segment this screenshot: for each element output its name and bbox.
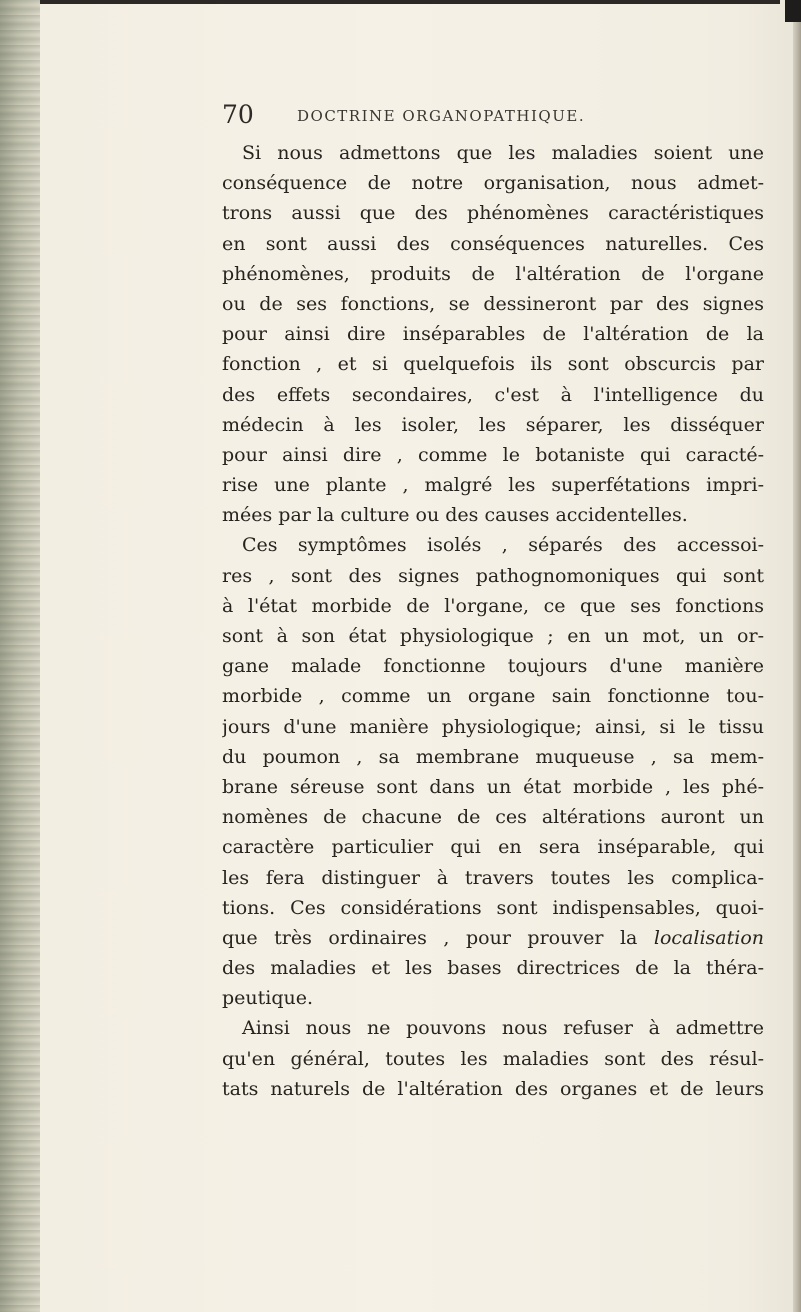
line-text: des maladies et les bases directrices de la théra- <box>222 957 764 980</box>
line-text: que très ordinaires , pour prouver la <box>222 926 654 949</box>
text-line <box>222 863 764 893</box>
text-line <box>222 742 764 772</box>
line-text: peutique. <box>222 987 314 1010</box>
line-text: qu'en général, toutes les maladies sont des résul- <box>222 1047 764 1070</box>
text-line <box>222 953 764 983</box>
text-line <box>222 440 764 470</box>
text-line <box>222 229 764 259</box>
line-text: pour ainsi dire , comme le botaniste qui caracté- <box>222 443 764 466</box>
line-text: du poumon , sa membrane muqueuse , sa mem- <box>222 745 764 768</box>
line-text: gane malade fonctionne toujours d'une manière <box>222 655 764 678</box>
running-title: DOCTRINE ORGANOPATHIQUE. <box>297 107 586 125</box>
line-text: pour ainsi dire inséparables de l'altération de la <box>222 323 764 346</box>
line-text: Si nous admettons que les maladies soient une <box>242 142 764 164</box>
page-edge <box>793 0 801 1312</box>
page-number: 70 <box>222 100 254 129</box>
text-line <box>222 380 764 410</box>
body-text <box>222 138 764 1104</box>
line-text: trons aussi que des phénomènes caractéristiques <box>222 202 764 225</box>
line-text: rise une plante , malgré les superfétations impri- <box>222 474 764 497</box>
line-text: à l'état morbide de l'organe, ce que ses fonctions <box>222 594 764 617</box>
text-line <box>222 168 764 198</box>
text-line <box>222 651 764 681</box>
page-header <box>222 100 722 134</box>
line-text: res , sont des signes pathognomoniques qui sont <box>222 564 764 587</box>
top-rule <box>40 0 780 4</box>
line-text: tats naturels de l'altération des organes et de leurs <box>222 1077 764 1100</box>
text-line <box>222 530 764 560</box>
text-line <box>222 802 764 832</box>
text-line <box>222 832 764 862</box>
text-line <box>222 712 764 742</box>
text-line <box>222 1013 764 1043</box>
text-line <box>222 772 764 802</box>
text-line <box>222 500 764 530</box>
line-text: brane séreuse sont dans un état morbide , les phé- <box>222 775 764 798</box>
text-line <box>222 1044 764 1074</box>
line-text: mées par la culture ou des causes accidentelles. <box>222 504 688 527</box>
text-line <box>222 561 764 591</box>
text-line <box>222 621 764 651</box>
line-text: morbide , comme un organe sain fonctionne tou- <box>222 685 764 708</box>
text-line <box>222 893 764 923</box>
binding-shadow <box>0 0 40 1312</box>
line-text: nomènes de chacune de ces altérations auront un <box>222 806 764 829</box>
text-line <box>222 923 764 953</box>
line-text: caractère particulier qui en sera inséparable, qui <box>222 836 764 859</box>
text-line <box>222 983 764 1013</box>
text-line <box>222 1074 764 1104</box>
text-line <box>222 591 764 621</box>
line-text: phénomènes, produits de l'altération de l'organe <box>222 262 764 285</box>
line-text: les fera distinguer à travers toutes les complica- <box>222 866 764 889</box>
text-line <box>222 410 764 440</box>
text-line <box>222 289 764 319</box>
text-line <box>222 259 764 289</box>
line-text: Ainsi nous ne pouvons nous refuser à admettre <box>242 1017 764 1040</box>
text-line <box>222 470 764 500</box>
line-text: Ces symptômes isolés , séparés des accessoi- <box>242 534 764 557</box>
corner-mark <box>785 0 801 22</box>
italic-term: localisation <box>653 926 764 949</box>
line-text: tions. Ces considérations sont indispensables, quoi- <box>222 896 764 919</box>
text-line <box>222 681 764 711</box>
line-text: conséquence de notre organisation, nous admet- <box>222 172 764 195</box>
text-line <box>222 198 764 228</box>
line-text: fonction , et si quelquefois ils sont obscurcis par <box>222 353 764 376</box>
line-text: jours d'une manière physiologique; ainsi, si le tissu <box>222 715 764 738</box>
line-text: des effets secondaires, c'est à l'intelligence du <box>222 383 764 406</box>
text-line <box>222 319 764 349</box>
line-text: en sont aussi des conséquences naturelles. Ces <box>222 232 764 255</box>
text-line <box>222 349 764 379</box>
line-text: ou de ses fonctions, se dessineront par des signes <box>222 292 764 315</box>
text-line <box>222 138 764 168</box>
line-text: sont à son état physiologique ; en un mot, un or- <box>222 625 764 647</box>
line-text: médecin à les isoler, les séparer, les disséquer <box>222 413 764 436</box>
